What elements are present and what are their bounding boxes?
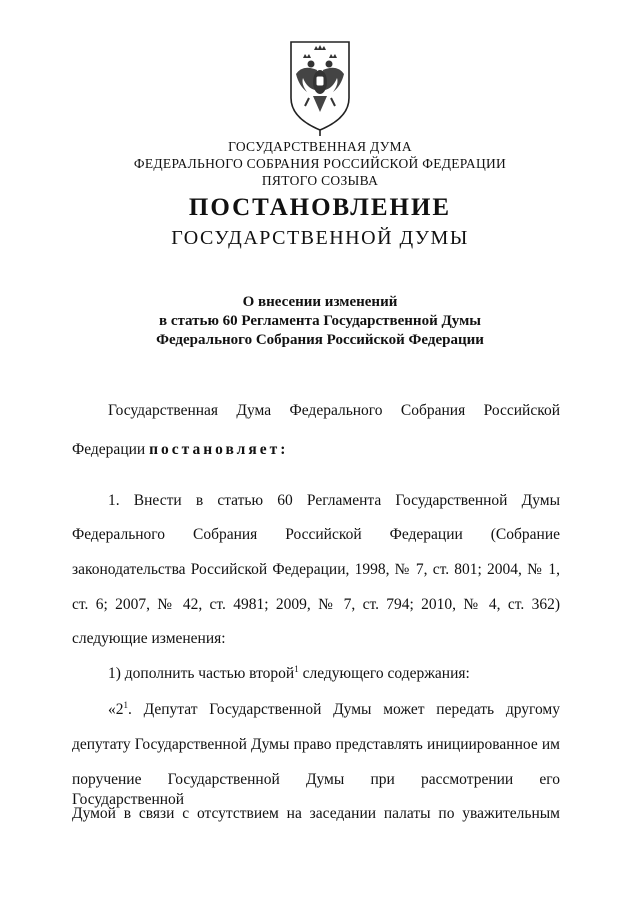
header-line-3: ПЯТОГО СОЗЫВА [261,173,379,188]
body-line: ст. 6; 2007, № 42, ст. 4981; 2009, № 7, ст. 794; 2010, № 4, ст. 362) [72,596,560,613]
body-line: 1. Внести в статью 60 Регламента Государственной Думы [108,492,560,509]
body-line: депутату Государственной Думы право представлять инициированное им [72,736,560,753]
header-line-2: ФЕДЕРАЛЬНОГО СОБРАНИЯ РОССИЙСКОЙ ФЕДЕРАЦИИ [133,156,507,171]
body-text: «2 [108,701,124,718]
body-line [72,440,560,460]
body-line [108,664,560,684]
header-line-1: ГОСУДАРСТВЕННАЯ ДУМА [228,139,412,154]
subject-line-3: Федерального Собрания Российской Федерации [156,332,484,348]
body-line: Федерального Собрания Российской Федерации (Собрание [72,526,560,543]
body-line: следующие изменения: [72,630,226,647]
superscript: 1 [123,699,128,710]
superscript: 1 [294,663,299,674]
body-text: . Депутат Государственной Думы может передать другому [128,701,560,718]
body-line: Государственная Дума Федерального Собрания Российской [108,402,560,419]
subject-line-1: О внесении изменений [242,294,398,310]
resolves-word: постановляет: [149,441,289,458]
body-line: Думой в связи с отсутствием на заседании палаты по уважительным [72,805,560,822]
body-line: законодательства Российской Федерации, 1998, № 7, ст. 801; 2004, № 1, [72,561,560,578]
body-line [108,700,560,720]
body-text: следующего содержания: [298,665,470,682]
document-title: ПОСТАНОВЛЕНИЕ [188,194,452,221]
document-subtitle: ГОСУДАРСТВЕННОЙ ДУМЫ [171,227,469,249]
coat-of-arms-emblem [287,40,353,136]
subject-line-2: в статью 60 Регламента Государственной Думы [158,313,482,329]
body-line: поручение Государственной Думы при рассмотрении его Государственной [72,771,560,808]
body-text: Федерации [72,441,150,458]
body-text: 1) дополнить частью второй [108,665,295,682]
